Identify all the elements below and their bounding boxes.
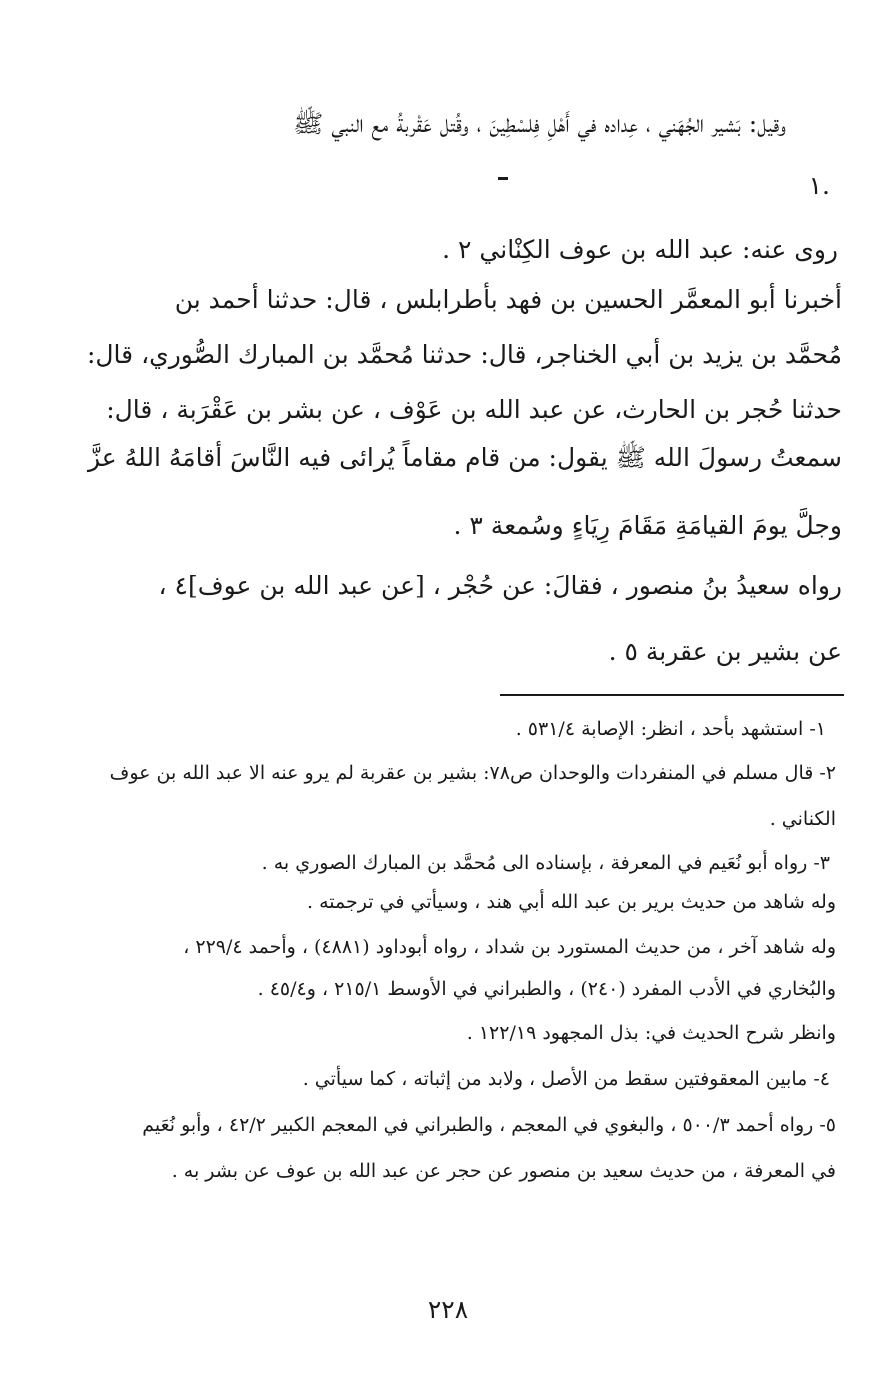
body-line: ١. bbox=[808, 171, 830, 200]
footnote-line: ٤- مابين المعقوفتين سقط من الأصل ، ولابد من إثباته ، كما سيأتي . bbox=[302, 1068, 830, 1090]
footnote-line: ٢- قال مسلم في المنفردات والوحدان ص٧٨: بشير بن عقربة لم يرو عنه الا عبد الله بن عوف bbox=[109, 762, 836, 784]
body-line: وقيل: بَشير الجُهَني ، عِداده في أَهْلِ فِلسْطِينَ ، وقُتل عَقْربةُ مع النبي ﷺ bbox=[293, 109, 786, 138]
body-line: مُحمَّد بن يزيد بن أبي الخناجر، قال: حدثنا مُحمَّد بن المبارك الصُّوري، قال: bbox=[86, 340, 842, 369]
body-line: سمعتُ رسولَ الله ﷺ يقول: من قام مقاماً يُرائى فيه النَّاسَ أقامَهُ اللهُ عزَّ bbox=[88, 443, 842, 472]
footnote-line: وله شاهد آخر ، من حديث المستورد بن شداد ، رواه أبوداود (٤٨٨١) ، وأحمد ٢٢٩/٤ ، bbox=[183, 936, 836, 958]
body-line: رواه سعيدُ بنُ منصور ، فقالَ: عن حُجْر ، [عن عبد الله بن عوف]٤ ، bbox=[158, 571, 842, 600]
footnote-separator bbox=[500, 694, 844, 696]
footnote-line: في المعرفة ، من حديث سعيد بن منصور عن حجر عن عبد الله بن عوف عن بشر به . bbox=[171, 1160, 836, 1182]
body-line: أخبرنا أبو المعمَّر الحسين بن فهد بأطرابلس ، قال: حدثنا أحمد بن bbox=[174, 285, 842, 314]
body-line: روى عنه: عبد الله بن عوف الكِنْاني ٢ . bbox=[442, 235, 838, 264]
body-line: عن بشير بن عقربة ٥ . bbox=[608, 637, 842, 666]
page-number: ٢٢٨ bbox=[427, 1295, 469, 1324]
footnote-line: وانظر شرح الحديث في: بذل المجهود ١٢٢/١٩ . bbox=[466, 1022, 836, 1044]
footnote-line: الكناني . bbox=[769, 808, 836, 830]
footnote-line: ١- استشهد بأحد ، انظر: الإصابة ٥٣١/٤ . bbox=[515, 718, 826, 740]
footnote-line: وله شاهد من حديث برير بن عبد الله أبي هند ، وسيأتي في ترجمته . bbox=[307, 891, 836, 913]
body-line: حدثنا حُجر بن الحارث، عن عبد الله بن عَوْف ، عن بشر بن عَقْرَبة ، قال: bbox=[106, 395, 842, 424]
body-line: وجلَّ يومَ القيامَةِ مَقَامَ رِيَاءٍ وسُمعة ٣ . bbox=[453, 511, 842, 540]
footnote-line: ٥- رواه أحمد ٥٠٠/٣ ، والبغوي في المعجم ، والطبراني في المعجم الكبير ٤٢/٢ ، وأبو نُعَيم bbox=[142, 1114, 836, 1136]
footnote-line: والبُخاري في الأدب المفرد (٢٤٠) ، والطبراني في الأوسط ٢١٥/١ ، و٤٥/٤ . bbox=[257, 978, 836, 1000]
mark-dash bbox=[498, 177, 508, 180]
footnote-line: ٣- رواه أبو نُعَيم في المعرفة ، بإسناده الى مُحمَّد بن المبارك الصوري به . bbox=[261, 852, 830, 874]
